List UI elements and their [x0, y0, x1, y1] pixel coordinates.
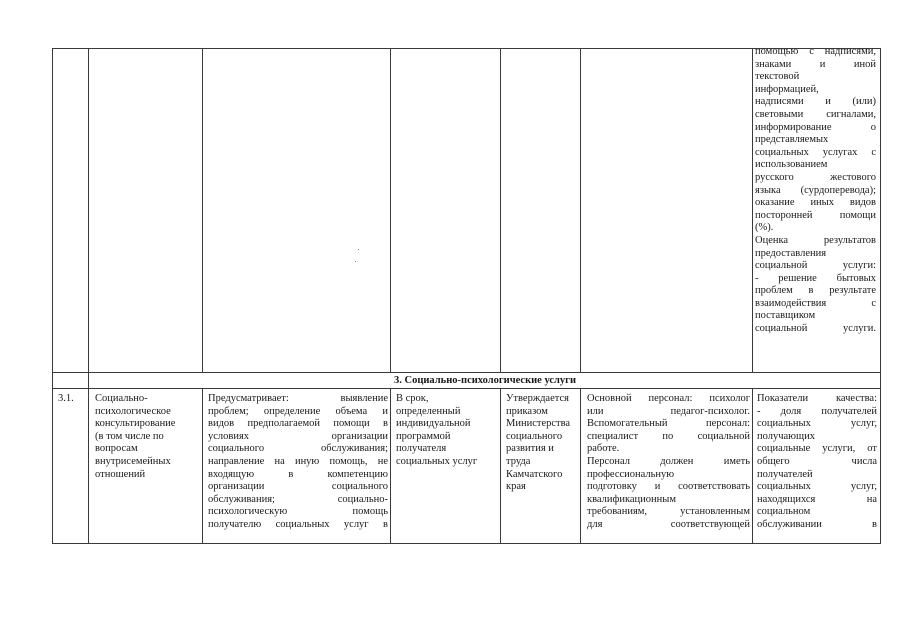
text-line: Оценка результатов	[755, 234, 876, 246]
text-line: - доля получателей	[757, 405, 877, 417]
text-line: направление на иную помощь, не	[208, 455, 388, 467]
service-quality-cell	[757, 393, 877, 532]
table-col-divider-1	[88, 48, 89, 544]
table-border-right	[880, 48, 881, 544]
text-line: социального	[506, 430, 563, 442]
text-line: В срок,	[396, 393, 429, 404]
text-line: специалист по социальной	[587, 430, 750, 442]
scan-speck	[355, 261, 356, 262]
section-title: 3. Социально-психологические услуги	[394, 375, 576, 386]
text-line: профессиональную	[587, 468, 675, 480]
text-line: взаимодействия с	[755, 297, 876, 309]
section-row-bottom	[52, 388, 881, 389]
table-col-divider-3	[390, 48, 391, 544]
text-line: информирование о	[755, 121, 876, 133]
table-col-divider-4	[500, 48, 501, 544]
text-line: вопросам	[95, 443, 138, 455]
text-line: Социально-	[95, 393, 148, 404]
text-line: социальные услуги, от	[757, 443, 877, 455]
text-line: организации социального	[208, 481, 388, 493]
text-line: обслуживании в	[757, 518, 877, 530]
text-line: знаками и иной	[755, 58, 876, 70]
text-line: социальных услуг	[396, 455, 478, 467]
text-line: психологическую помощь	[208, 506, 388, 518]
text-line: посторонней помощи	[755, 209, 876, 221]
text-line: обслуживания; социально-	[208, 493, 388, 505]
text-line: социальных услуг,	[757, 481, 877, 493]
text-line: Показатели качества:	[757, 393, 877, 404]
text-line: приказом	[506, 405, 548, 417]
text-line: труда	[506, 455, 531, 467]
text-line: - решение бытовых	[755, 272, 876, 284]
text-line: общего числа	[757, 455, 877, 467]
text-line: социального обслуживания;	[208, 443, 388, 455]
text-line: использованием	[755, 159, 828, 171]
text-line: информацией,	[755, 83, 819, 95]
text-line: социальной услуги:	[755, 260, 876, 272]
text-line: (%).	[755, 222, 774, 234]
text-line: социальном	[757, 506, 811, 518]
service-name-cell	[95, 393, 201, 481]
text-line: проблем в результате	[755, 285, 876, 297]
service-conditions-cell	[587, 393, 750, 532]
text-line: социальных услугах с	[755, 146, 876, 158]
scan-speck	[358, 249, 359, 250]
text-line: Персонал должен иметь	[587, 455, 750, 467]
text-line: Министерства	[506, 418, 571, 430]
table-border-left	[52, 48, 53, 544]
text-line: оказание иных видов	[755, 197, 876, 209]
text-line: требованиям, установленным	[587, 506, 750, 518]
service-tariff-cell	[506, 393, 578, 494]
row-number: 3.1.	[58, 393, 74, 404]
text-line: текстовой	[755, 71, 800, 83]
text-line: световыми сигналами,	[755, 108, 876, 120]
text-line: получателю социальных услуг в	[208, 518, 388, 530]
text-line: получателей	[757, 468, 813, 480]
table-border-bottom	[52, 543, 881, 544]
text-line: программой	[396, 430, 451, 442]
text-line: надписями и (или)	[755, 96, 876, 108]
text-line: квалификационным	[587, 493, 676, 505]
text-line: русского жестового	[755, 171, 876, 183]
text-line: поставщиком	[755, 310, 816, 322]
text-line: языка (сурдоперевода);	[755, 184, 876, 196]
text-line: Основной персонал: психолог	[587, 393, 750, 404]
table-col-divider-6	[752, 48, 753, 544]
text-line: Камчатского	[506, 468, 563, 480]
text-line: внутрисемейных	[95, 455, 171, 467]
text-line: проблем; определение объема и	[208, 405, 388, 417]
text-line: развития и	[506, 443, 554, 455]
top-row-quality-cell	[755, 46, 876, 336]
service-term-cell	[396, 393, 498, 469]
text-line: подготовку и соответствовать	[587, 481, 750, 493]
text-line: (в том числе по	[95, 430, 164, 442]
text-line: видов предполагаемой помощи в	[208, 418, 388, 430]
text-line: условиях организации	[208, 430, 388, 442]
text-line: психологическое	[95, 405, 171, 417]
text-line: социальной услуги.	[755, 323, 876, 335]
text-line: Вспомогательный персонал:	[587, 418, 750, 430]
text-line: консультирование	[95, 418, 176, 430]
text-line: Предусматривает: выявление	[208, 393, 388, 404]
text-line: Утверждается	[506, 393, 569, 404]
text-line: для соответствующей	[587, 518, 750, 530]
text-line: индивидуальной	[396, 418, 471, 430]
text-line: социальных услуг,	[757, 418, 877, 430]
text-line: или педагог-психолог.	[587, 405, 750, 417]
text-line: помощью с надписями,	[755, 46, 876, 57]
text-line: представляемых	[755, 134, 829, 146]
text-line: находящихся на	[757, 493, 877, 505]
table-col-divider-2	[202, 48, 203, 544]
text-line: края	[506, 481, 526, 493]
text-line: определенный	[396, 405, 461, 417]
table-col-divider-5	[580, 48, 581, 544]
text-line: входящую в компетенцию	[208, 468, 388, 480]
text-line: работе.	[587, 443, 620, 455]
service-description-cell	[208, 393, 388, 532]
text-line: получающих	[757, 430, 815, 442]
text-line: получателя	[396, 443, 447, 455]
text-line: предоставления	[755, 247, 827, 259]
text-line: отношений	[95, 468, 146, 480]
